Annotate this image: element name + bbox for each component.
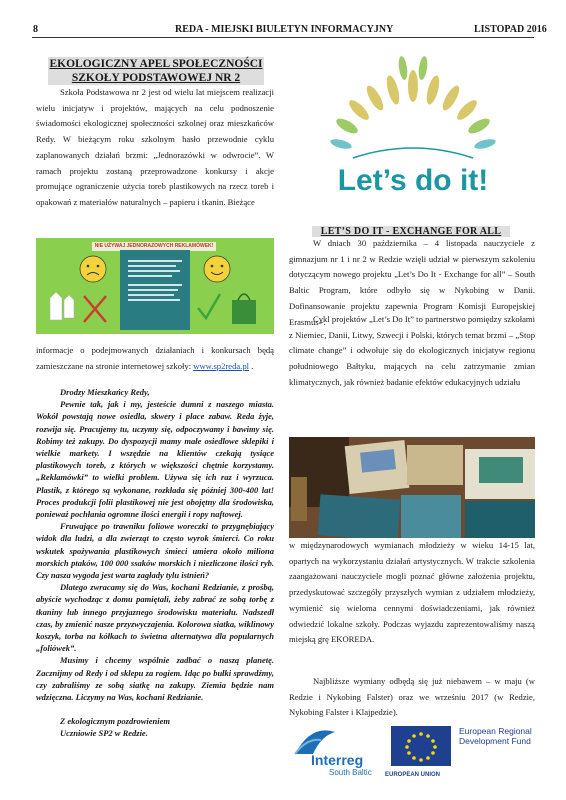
appeal-signature-1: Z ekologicznym pozdrowieniem [60, 716, 171, 727]
sad-face-icon [80, 256, 106, 282]
left-intro-paragraph: Szkoła Podstawowa nr 2 jest od wielu lat miejscem realizacji wielu inicjatyw i projektów, mających na celu podnoszenie świadomości ekologicznej społeczności szkolnej oraz mieszkańców Redy. W bieżącym roku szkolnym hasło przewodnie cyklu zaplanowanych działań brzmi: „Jednorazówki w odwrocie”. W ramach projektu zostaną przeprowadzone konkursy i akcje promujące ograniczenie użycia toreb plastikowych na rzecz toreb i opakowań z materiałów naturalnych – papieru i tkanin. Bieżące [36, 87, 274, 207]
title-line-2: SZKOŁY PODSTAWOWEJ NR 2 [48, 71, 264, 85]
interreg-subtitle: South Baltic [329, 768, 372, 777]
interreg-name: Interreg [311, 752, 364, 768]
after-link-text: . [249, 360, 254, 371]
project-materials-photo [289, 437, 535, 538]
cross-icon [84, 296, 106, 322]
left-article-title [48, 57, 264, 85]
erdf-label: European Regional Development Fund [459, 726, 532, 746]
appeal-paragraph-4: Musimy i chcemy wspólnie zadbać o naszą planetę. Zacznijmy od Redy i od sklepu za rogiem. Idąc po bułki sprawdźmy, czy zabraliśmy ze sobą siatkę na zakupy. Ziemia będzie nam wdzięczna. Liczymy na Was, kochani Redzianie. [36, 655, 274, 703]
school-website-link[interactable]: www.sp2reda.pl [193, 360, 250, 371]
appeal-greeting: Drodzy Mieszkańcy Redy, [60, 387, 150, 397]
funding-logos [289, 722, 535, 784]
right-paragraph-1: W dniach 30 października – 4 listopada nauczyciele z gimnazjum nr 1 i nr 2 w Redzie wzięli udział w pierwszym szkoleniu dotyczącym nowego projektu „Let’s Do It - Exchange for all” – South Baltic Program, które odbyło się w Nykobing w Danii. Dofinansowanie projektu zapewnia Program Komisji Europejskiej Erasmus+. [289, 238, 535, 327]
appeal-letter [36, 386, 274, 740]
left-after-image-paragraph [36, 343, 274, 374]
photo-illustration [289, 437, 535, 538]
issue-date: LISTOPAD 2016 [474, 24, 547, 35]
infographic-drawing [36, 238, 274, 334]
appeal-signature-2: Uczniowie SP2 w Redzie. [60, 728, 148, 739]
infographic-banner: NIE UŻYWAJ JEDNORAZOWYCH REKLAMÓWEK! [92, 242, 216, 251]
right-paragraph-4: Najbliższe wymiany odbędą się już niebawem – w maju (w Redzie i Nykobing Falster) oraz we wrześniu 2017 (w Redzie, Nykobing Falster i Klajpedzie). [289, 676, 535, 718]
after-image-text: informacje o podejmowanych działaniach i konkursach będą zamieszczane na stronie internetowej szkoły: [36, 345, 274, 371]
appeal-paragraph-2: Fruwające po trawniku foliowe woreczki to przygnębiający widok dla ludzi, a dla zwierząt to często wyrok śmierci. Co roku wskutek spożywania plastikowych śmieci umiera około miliona morskich ptaków, 100 000 ssaków morskich i niezliczone ilości ryb. Czy nasza wygoda jest warta zagłady tylu istnień? [36, 521, 274, 581]
eu-label: EUROPEAN UNION [385, 772, 441, 778]
lets-do-it-wordmark: Let’s do it! [337, 164, 489, 197]
appeal-paragraph-1: Pewnie tak, jak i my, jesteście dumni z naszego miasta. Wokół powstają nowe osiedla, skwery i place zabaw. Reda żyje, rozwija się. Pracujemy tu, uczymy się, odpoczywamy i bawimy się. Robimy też zakupy. Do dyspozycji mamy małe osiedlowe sklepiki i wielkie markety. I wszędzie na klientów czekają tysiące plastikowych toreb, z których w większości chętnie korzystamy. „Reklamówki” to wielki problem. Używa się ich raz i wyrzuca. Plastik, z którego są wykonane, rozkłada się później 300-400 lat! Proces produkcji folii plastikowej nie jest obojętny dla środowiska, ponieważ pochłania ogromne ilości energii i ropy naftowej. [36, 399, 274, 520]
lets-do-it-logo [313, 46, 513, 211]
check-icon [198, 294, 220, 318]
publication-title: REDA - MIEJSKI BIULETYN INFORMACYJNY [175, 24, 394, 35]
reusable-bag-icon [232, 300, 256, 324]
leaf-arc-icon [313, 46, 513, 166]
page-number: 8 [33, 24, 38, 35]
header-rule [32, 37, 534, 38]
eu-flag-icon [391, 726, 451, 768]
plastic-bag-icon [50, 292, 62, 320]
right-paragraph-3: w międzynarodowych wymianach młodzieży w wieku 14-15 lat, opartych na wykorzystaniu działań artystycznych. W trakcie szkolenia zaangażowani nauczyciele mogli poznać główne założenia projektu, przedyskutować szczegóły przyszłych wymian z udziałem młodzieży, wymienić się wieloma cennymi doświadczeniami, jak również odwiedzić lokalne szkoły. Podczas wyjazdu zaprezentowaliśmy naszą miejską grę EKOREDA. [289, 540, 535, 645]
happy-face-icon [204, 256, 230, 282]
right-article-title: LET’S DO IT - EXCHANGE FOR ALL [312, 226, 510, 237]
title-line-1: EKOLOGICZNY APEL SPOŁECZNOŚCI [49, 58, 263, 70]
right-paragraph-2: Cykl projektów „Let’s Do It” to partnerstwo pomiędzy szkołami z Niemiec, Danii, Litwy, Szwecji i Polski, których temat brzmi – „Stop climate change” i odwołuje się do ekologicznych inicjatyw regionu południowego Bałtyku, mających na celu zatrzymanie zmian klimatycznych, jak również badanie efektów edukacyjnych udziału [289, 314, 535, 387]
plastic-bag-infographic [36, 238, 274, 334]
appeal-paragraph-3: Dlatego zwracamy się do Was, kochani Redzianie, z prośbą, abyście wychodząc z domu pamiętali, żeby zabrać ze sobą torbę z tkaniny lub innego przyjaznego środowisku materiału. Nadszedł czas, by zmienić nasze przyzwyczajenia. Kolorowa siatka, wiklinowy koszyk, torba na kółkach to świetna alternatywa dla popularnych „foliówek”. [36, 582, 274, 654]
